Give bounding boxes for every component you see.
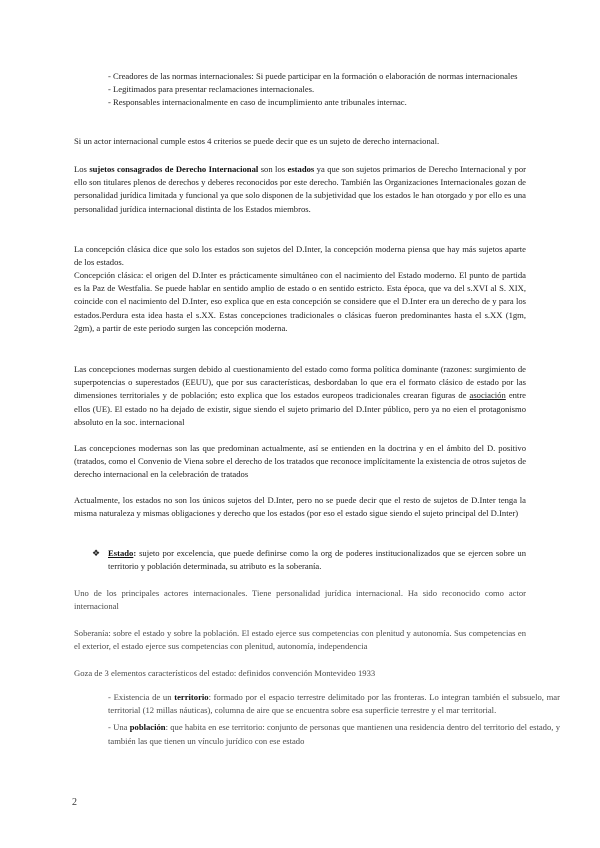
list-item: - Creadores de las normas internacionales: Si puede participar en la formación o elaboración de normas internacionales [108, 71, 518, 81]
bold-term: estados [287, 164, 315, 174]
page-number: 2 [72, 797, 77, 808]
bold-term: sujetos consagrados de Derecho Internacional [89, 164, 259, 174]
paragraph: Las concepciones modernas surgen debido al cuestionamiento del estado como forma política dominante (razones: surgimiento de superpotencias o superestados (EEUU), que por sus características, desbordaban lo que era el formato clásico de estado por las dimensiones territoriales y de población; esto explica que los estados europeos tradicionales crearan figuras de asociación entre ellos (UE). El estado no ha dejado de existir, sigue siendo el sujeto primario del D.Inter público, pero ya no eien el protagonismo absoluto en la soc. internacional [74, 364, 527, 427]
underlined-term: Estado [108, 548, 134, 558]
list-item: - Una población: que habita en ese territorio: conjunto de personas que mantienen una residencia dentro del territorio del estado, y también las que tienen un vínculo jurídico con ese estado [108, 722, 560, 746]
elements-list [74, 691, 560, 748]
paragraph: La concepción clásica dice que solo los estados son sujetos del D.Inter, la concepción moderna piensa que hay más sujetos aparte de los estados. [74, 244, 526, 268]
paragraph: Actualmente, los estados no son los únicos sujetos del D.Inter, pero no se puede decir que el resto de sujetos de D.Inter tenga la misma naturaleza y mismas obligaciones y derecho que los estados (por eso el estado sigue siendo el sujeto principal del D.Inter) [74, 495, 526, 519]
paragraph: Soberanía: sobre el estado y sobre la población. El estado ejerce sus competencias con plenitud y autonomía. Sus competencias en el exterior, el estado ejerce sus competencias con plenitud, autonomía, independencia [74, 628, 526, 652]
list-item: - Existencia de un territorio: formado por el espacio terrestre delimitado por las fronteras. Lo integran también el subsuelo, mar territorial (12 millas náuticas), columna de aire que se encuentra sobre esa superficie terrestre y el mar territorial. [108, 692, 560, 716]
diamond-bullet-icon: ❖ [92, 548, 101, 558]
list-item: - Responsables internacionalmente en caso de incumplimiento ante tribunales internac. [108, 97, 407, 108]
paragraph: Los sujetos consagrados de Derecho Internacional son los estados ya que son sujetos primarios de Derecho Internacional y por ello son titulares plenos de derechos y deberes reconocidos por este derecho. También las Organizaciones Internacionales gozan de personalidad jurídica limitada y funcional ya que solo disponen de la subjetividad que los estados le han otorgado y por ello es una personalidad jurídica internacional distinta de los Estados miembros. [74, 164, 526, 214]
bold-term: población [129, 722, 166, 733]
underlined-term: asociación [469, 390, 506, 401]
paragraph: Uno de los principales actores internacionales. Tiene personalidad jurídica internacional. Ha sido reconocido como actor internacional [74, 588, 526, 612]
bullet-item [92, 547, 526, 573]
paragraph: Si un actor internacional cumple estos 4 criterios se puede decir que es un sujeto de derecho internacional. [74, 136, 440, 146]
bold-term: territorio [174, 692, 209, 702]
paragraph: Las concepciones modernas son las que predominan actualmente, así se entienden en la doctrina y en el ámbito del D. positivo (tratados, como el Convenio de Viena sobre el derecho de los tratados que reconoce implícitamente la existencia de otros sujetos de derecho internacional en la celebración de tratados [74, 443, 527, 480]
bullet-text: Estado: sujeto por excelencia, que puede definirse como la org de poderes institucionalizados que se ejercen sobre un territorio y población determinada, su atributo es la soberanía. [108, 548, 526, 572]
list-item: - Legitimados para presentar reclamaciones internacionales. [108, 84, 315, 95]
paragraph: Goza de 3 elementos característicos del estado: definidos convención Montevideo 1933 [74, 668, 376, 678]
paragraph: Concepción clásica: el origen del D.Inter es prácticamente simultáneo con el nacimiento del Estado moderno. El punto de partida es la Paz de Westfalia. Se puede hablar en sentido amplio de estado o en sentido estricto. Esta época, que va del s.XVI al S. XIX, coincide con el nacimiento del D.Inter, eso explica que en esta concepción se considere que el D.Inter era un derecho de y para los estados.Perdura esta idea hasta el s.XX. Estas concepciones tradicionales o clásicas fueron predominantes hasta el s.XX (1gm, 2gm), a partir de este periodo surgen las concepción moderna. [74, 270, 526, 333]
criteria-list [74, 70, 560, 110]
